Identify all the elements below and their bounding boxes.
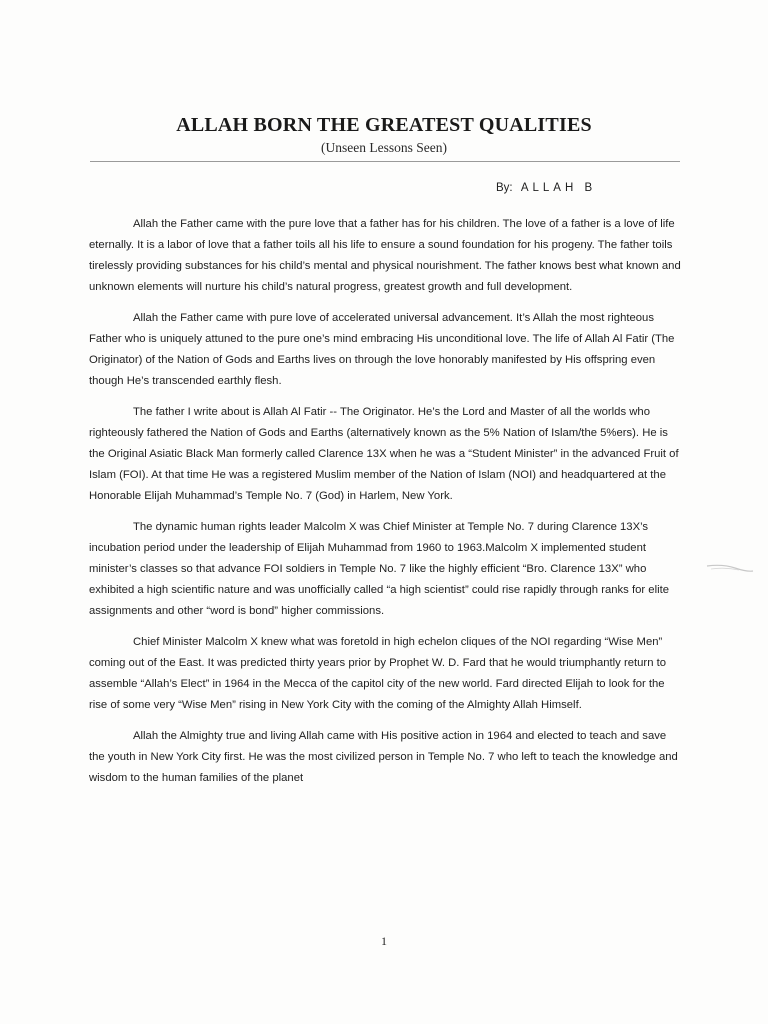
paragraph: Allah the Father came with pure love of accelerated universal advancement. It’s Allah the most righteous Father who is uniquely attuned to the pure one’s mind embracing His unconditional love. The life of Allah Al Fatir (The Originator) of the Nation of Gods and Earths lives on through the love honorably manifested by His offspring even though He’s transcended earthly flesh. [89,312,675,387]
byline [496,182,596,194]
author-name: ALLAH B [520,182,597,194]
title-divider [90,161,680,162]
paragraph: Allah the Father came with the pure love that a father has for his children. The love of a father is a love of life eternally. It is a labor of love that a father toils all his life to ensure a sound foundation for his progeny. The father toils tirelessly providing substances for his child’s mental and physical nourishment. The father knows best what known and unknown elements will nurture his child’s natural progress, greatest growth and full development. [89,218,681,293]
paragraph: The dynamic human rights leader Malcolm X was Chief Minister at Temple No. 7 during Clarence 13X’s incubation period under the leadership of Elijah Muhammad from 1960 to 1963.Malcolm X implemented student minister’s classes so that advance FOI soldiers in Temple No. 7 like the highly efficient “Bro. Clarence 13X” who exhibited a high scientific nature and was unofficially called “a high scientist” could rise rapidly through ranks for elite assignments and other “word is bond” higher commissions. [89,521,670,617]
scan-smudge-mark [705,560,755,574]
page-number: 1 [381,934,387,948]
paragraph: Chief Minister Malcolm X knew what was foretold in high echelon cliques of the NOI regarding “Wise Men” coming out of the East. It was predicted thirty years prior by Prophet W. D. Fard that he would triumphantly return to assemble “Allah’s Elect” in 1964 in the Mecca of the capitol city of the new world. Fard directed Elijah to look for the rise of some very “Wise Men” rising in New York City with the coming of the Almighty Allah Himself. [89,636,667,711]
byline-prefix: By: [496,182,513,194]
document-title: ALLAH BORN THE GREATEST QUALITIES [176,114,592,136]
document-subtitle: (Unseen Lessons Seen) [321,140,447,155]
paragraph: The father I write about is Allah Al Fatir -- The Originator. He’s the Lord and Master of all the worlds who righteously fathered the Nation of Gods and Earths (alternatively known as the 5% Nation of Islam/the 5%ers). He is the Original Asiatic Black Man formerly called Clarence 13X when he was a “Student Minister” in the advanced Fruit of Islam (FOI). At that time He was a registered Muslim member of the Nation of Islam (NOI) and headquartered at the Honorable Elijah Muhammad’s Temple No. 7 (God) in Harlem, New York. [89,406,679,502]
paragraph: Allah the Almighty true and living Allah came with His positive action in 1964 and elected to teach and save the youth in New York City first. He was the most civilized person in Temple No. 7 who left to teach the knowledge and wisdom to the human families of the planet [89,730,678,784]
document-body [89,214,683,799]
